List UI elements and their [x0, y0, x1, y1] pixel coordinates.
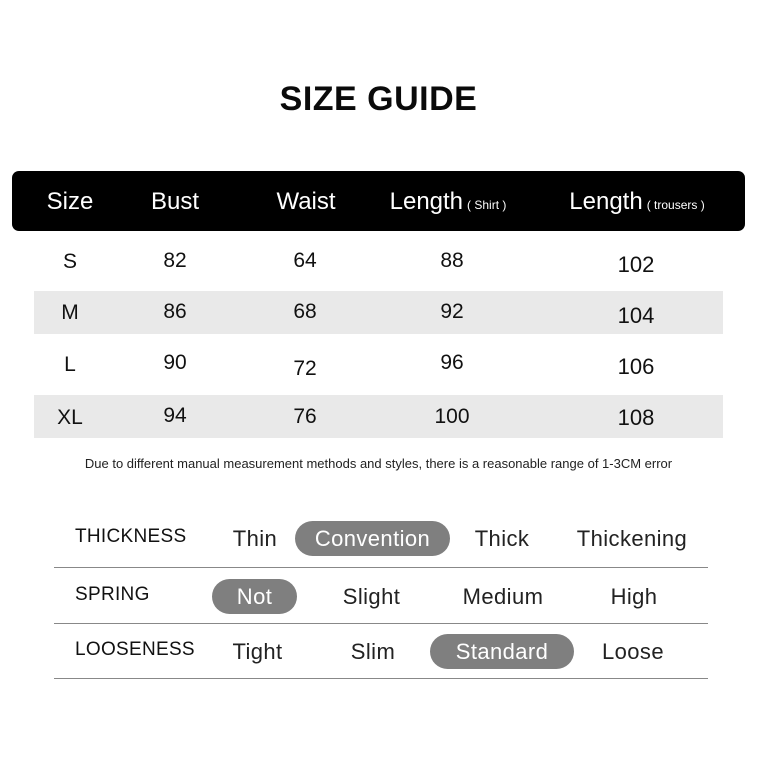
cell-length-shirt: 92 [440, 300, 464, 323]
attribute-row-thickness [54, 511, 708, 563]
divider [54, 678, 708, 679]
measurement-note: Due to different manual measurement methods and styles, there is a reasonable range of 1-3CM error [84, 456, 673, 471]
option-not-selected: Not [212, 579, 297, 614]
option-tight: Tight [232, 639, 283, 664]
cell-bust: 82 [163, 249, 187, 272]
header-length-trousers-sub: ( trousers ) [646, 198, 705, 212]
cell-length-trousers: 106 [617, 354, 655, 379]
option-thickening: Thickening [576, 526, 688, 551]
cell-size: S [62, 250, 77, 273]
cell-bust: 90 [163, 351, 187, 374]
option-slight: Slight [342, 584, 401, 609]
cell-length-trousers: 102 [617, 252, 655, 277]
header-size [26, 171, 114, 231]
attribute-label: SPRING [75, 584, 150, 605]
header-length-shirt-sub: ( Shirt ) [467, 198, 507, 212]
attribute-label: THICKNESS [75, 526, 187, 547]
header-length-shirt-label: Length [389, 188, 464, 215]
option-high: High [610, 584, 658, 609]
header-bust-label: Bust [150, 188, 200, 215]
table-row [34, 291, 723, 334]
table-row [34, 395, 723, 438]
option-thin: Thin [232, 526, 278, 551]
attribute-row-looseness [54, 624, 708, 676]
cell-length-shirt: 88 [440, 249, 464, 272]
attribute-row-spring [54, 569, 708, 621]
cell-waist: 76 [293, 405, 317, 428]
cell-waist: 64 [293, 249, 317, 272]
page-title: SIZE GUIDE [279, 80, 478, 118]
option-convention-selected: Convention [295, 521, 450, 556]
option-loose: Loose [602, 639, 664, 664]
option-thick: Thick [474, 526, 530, 551]
divider [54, 567, 708, 568]
size-table-header [12, 171, 745, 231]
header-length-shirt [378, 171, 518, 231]
header-bust [126, 171, 224, 231]
cell-length-trousers: 104 [617, 303, 655, 328]
cell-bust: 94 [163, 404, 187, 427]
header-length-trousers [547, 171, 727, 231]
cell-waist: 68 [293, 300, 317, 323]
attribute-label: LOOSENESS [75, 639, 195, 660]
option-medium: Medium [462, 584, 544, 609]
cell-size: M [61, 301, 79, 324]
option-standard-selected: Standard [430, 634, 574, 669]
header-waist [256, 171, 356, 231]
header-waist-label: Waist [276, 188, 336, 215]
table-row [34, 240, 723, 283]
table-row [34, 342, 723, 385]
header-length-trousers-label: Length [569, 188, 643, 215]
option-slim: Slim [350, 639, 396, 664]
header-size-label: Size [46, 188, 94, 215]
cell-length-trousers: 108 [617, 405, 655, 430]
cell-length-shirt: 96 [440, 351, 464, 374]
cell-length-shirt: 100 [434, 405, 470, 428]
cell-bust: 86 [163, 300, 187, 323]
cell-size: L [64, 353, 76, 376]
cell-size: XL [57, 406, 83, 429]
cell-waist: 72 [293, 357, 317, 380]
